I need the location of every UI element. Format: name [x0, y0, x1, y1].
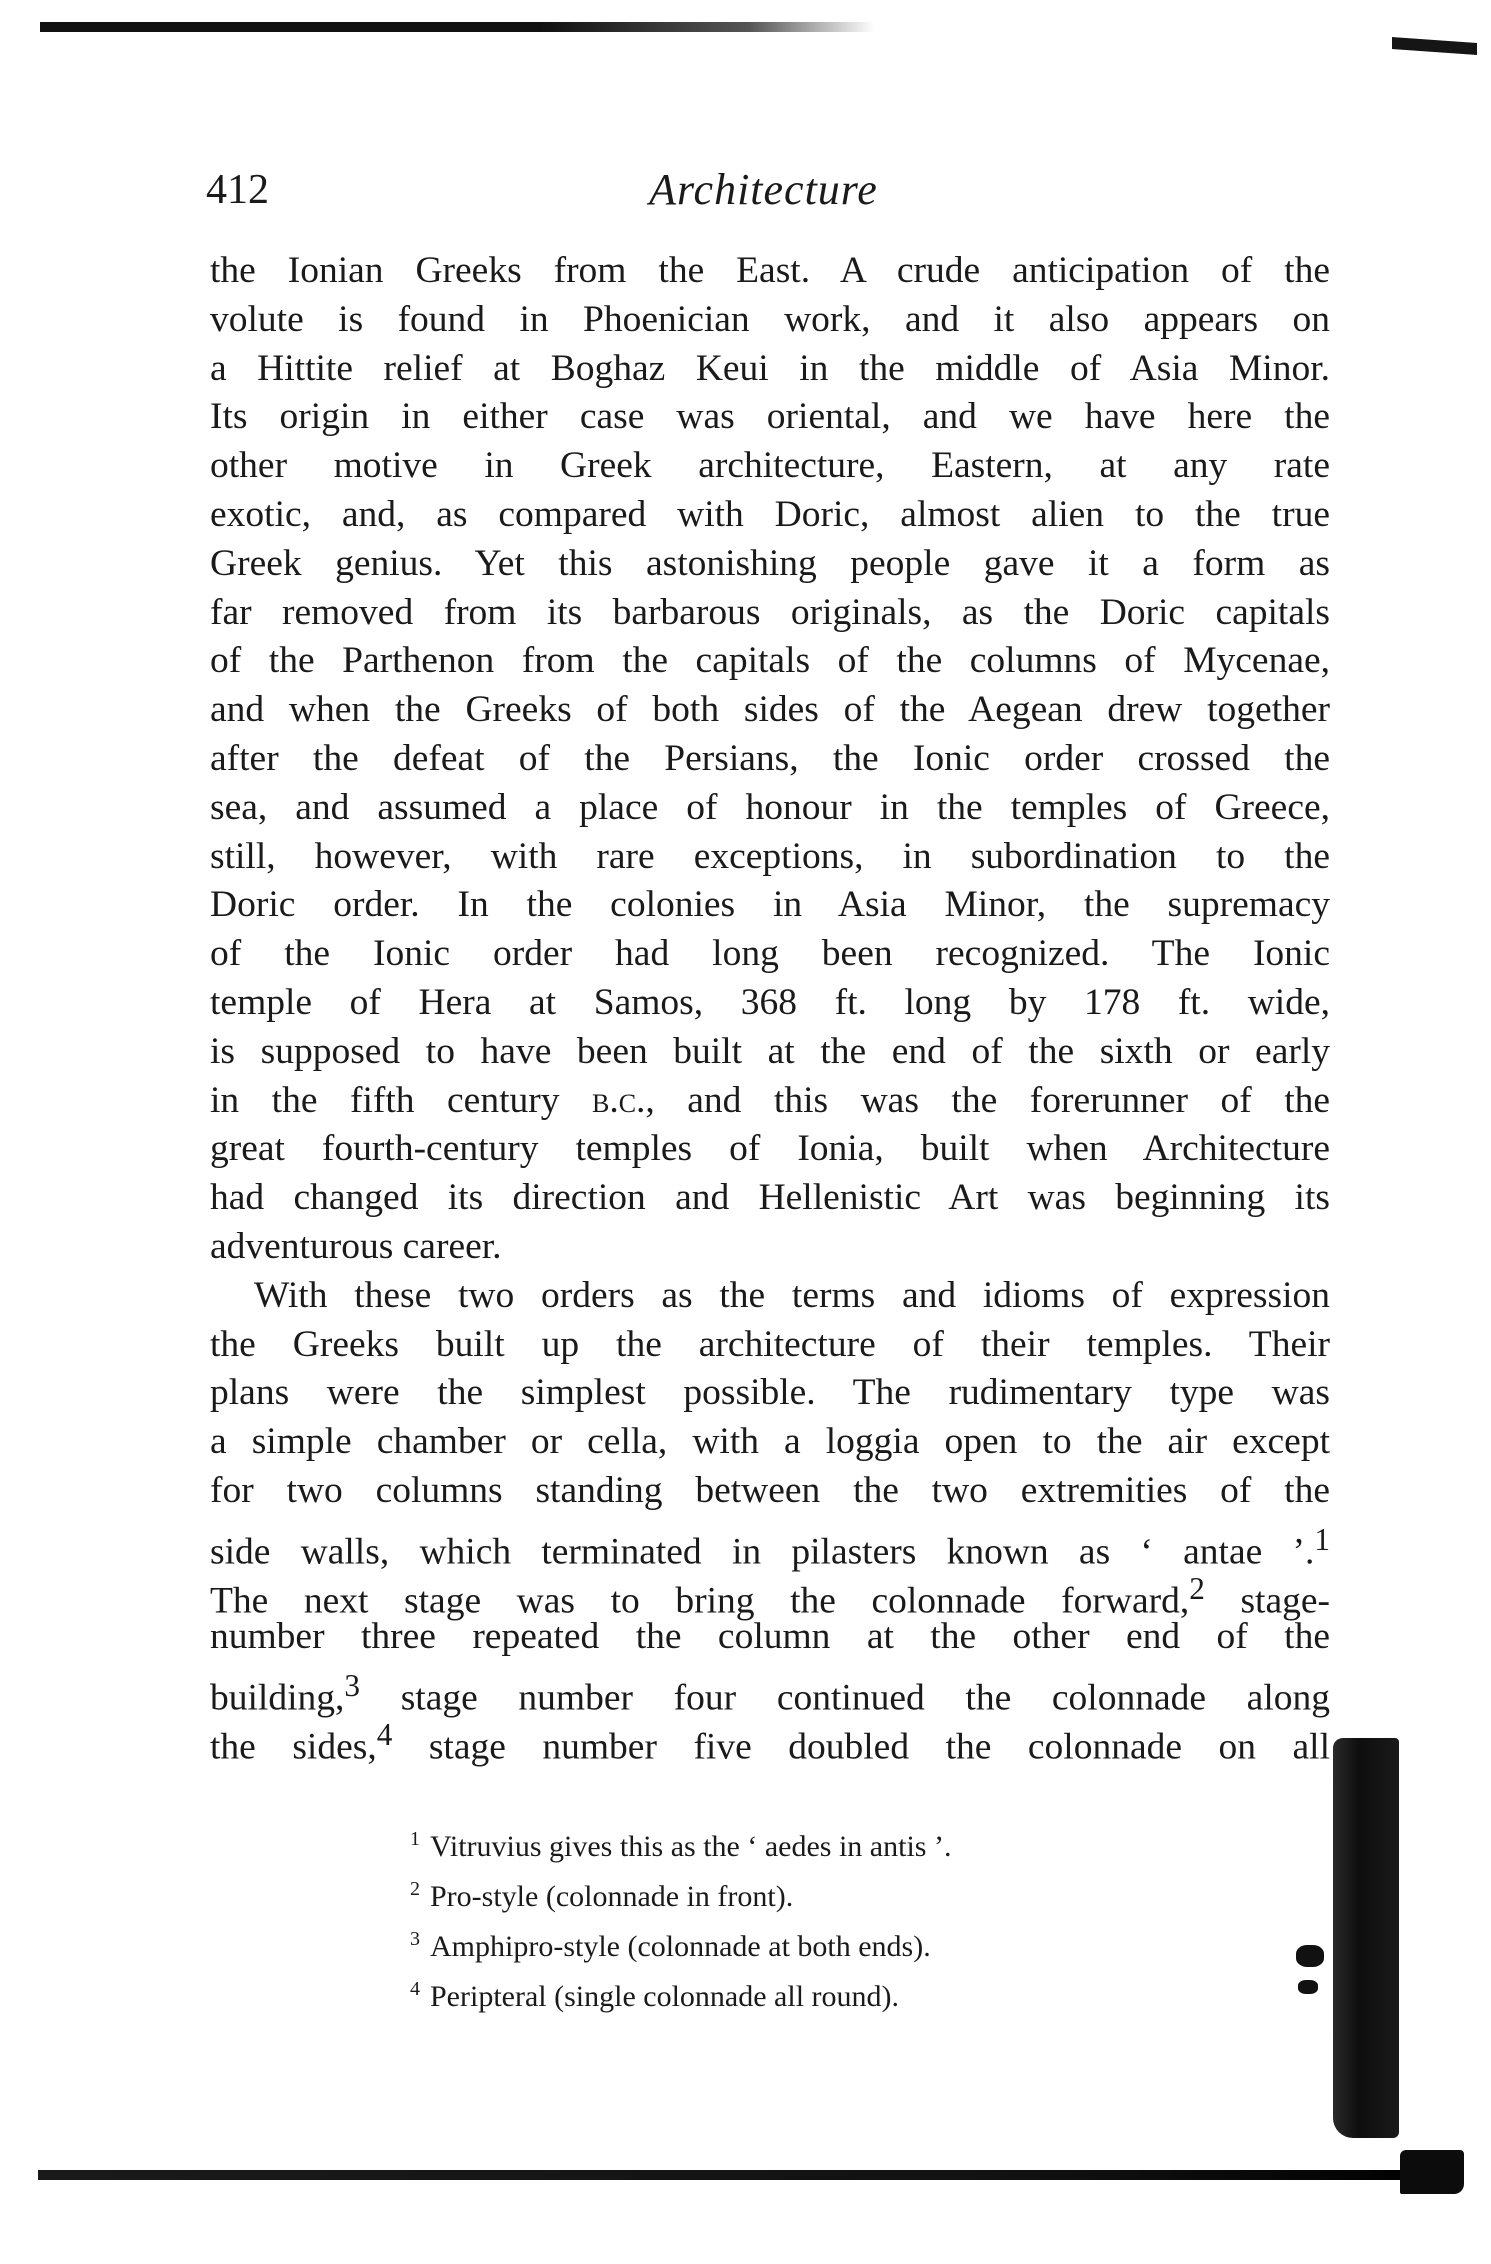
footnote-number: 3: [410, 1928, 420, 1950]
text-line: still, however, with rare exceptions, in subordination to the: [210, 835, 1330, 877]
footnote-number: 1: [410, 1828, 420, 1850]
footnotes: [410, 1818, 1310, 2018]
text-segment: stage-: [1204, 1580, 1330, 1622]
footnote-number: 4: [410, 1978, 420, 2000]
text-line: plans were the simplest possible. The rudimentary type was: [210, 1372, 1330, 1414]
text-segment: side walls, which terminated in pilasters known as ‘ antae ’.: [210, 1531, 1315, 1573]
footnote: [410, 1818, 1310, 1868]
footnote-ref: 4: [376, 1716, 393, 1752]
text-line: and when the Greeks of both sides of the Aegean drew together: [210, 689, 1330, 731]
era-abbreviation: b.c.: [591, 1079, 646, 1121]
footnote: [410, 1968, 1310, 2018]
text-segment: stage number five doubled the colonnade on all: [392, 1726, 1330, 1768]
footnote-ref: 1: [1314, 1521, 1330, 1557]
text-line: Its origin in either case was oriental, and we have here the: [210, 396, 1330, 438]
text-line: of the Ionic order had long been recognized. The Ionic: [210, 933, 1330, 975]
footnote-ref: 3: [344, 1668, 361, 1704]
text-line: volute is found in Phoenician work, and it also appears on: [210, 298, 1330, 340]
text-line-bc: [210, 1077, 1330, 1126]
text-segment: stage number four continued the colonnade along: [360, 1677, 1330, 1719]
chapter-title: Architecture: [649, 165, 878, 214]
text-line: sea, and assumed a place of honour in the temples of Greece,: [210, 786, 1330, 828]
running-head: [206, 160, 1321, 220]
footnote: [410, 1868, 1310, 1918]
text-line-footnote-ref: [210, 1565, 1330, 1622]
text-line: a simple chamber or cella, with a loggia open to the air except: [210, 1421, 1330, 1463]
text-segment: building,: [210, 1677, 345, 1719]
top-border-rule: [40, 22, 875, 32]
ink-blot: [1296, 1945, 1324, 1967]
text-line: after the defeat of the Persians, the Ionic order crossed the: [210, 737, 1330, 779]
footnote-number: 2: [410, 1878, 420, 1900]
text-segment: the sides,: [210, 1726, 377, 1768]
footnote-text: Vitruvius gives this as the ‘ aedes in antis ’.: [430, 1830, 952, 1863]
text-line: other motive in Greek architecture, Eastern, at any rate: [210, 445, 1330, 487]
text-segment: , and this was the forerunner of the: [645, 1079, 1331, 1121]
page-number: 412: [206, 167, 269, 213]
footnote-text: Peripteral (single colonnade all round).: [430, 1980, 900, 2013]
margin-ink-smudge: [1333, 1738, 1399, 2138]
text-line-footnote-ref: [210, 1711, 1330, 1768]
text-line: the Ionian Greeks from the East. A crude anticipation of the: [210, 250, 1330, 291]
text-line: a Hittite relief at Boghaz Keui in the middle of Asia Minor.: [210, 347, 1330, 389]
footnote-text: Pro-style (colonnade in front).: [430, 1880, 794, 1913]
text-line: far removed from its barbarous originals, as the Doric capitals: [210, 591, 1330, 633]
text-line: for two columns standing between the two extremities of the: [210, 1469, 1330, 1511]
text-line: the Greeks built up the architecture of their temples. Their: [210, 1323, 1330, 1365]
footnote-ref: 2: [1189, 1570, 1205, 1606]
text-line: With these two orders as the terms and idioms of expression: [254, 1274, 1330, 1316]
text-line: exotic, and, as compared with Doric, almost alien to the true: [210, 493, 1330, 535]
footnote: [410, 1918, 1310, 1968]
ink-blot: [1298, 1980, 1318, 1994]
bottom-right-smudge: [1400, 2150, 1464, 2194]
text-line: temple of Hera at Samos, 368 ft. long by 178 ft. wide,: [210, 981, 1330, 1023]
text-line: of the Parthenon from the capitals of the columns of Mycenae,: [210, 640, 1330, 682]
top-right-smudge: [1392, 37, 1477, 55]
text-line: great fourth-century temples of Ionia, built when Architecture: [210, 1128, 1330, 1170]
text-segment: in the fifth century: [210, 1079, 560, 1121]
bottom-border-rule: [38, 2170, 1456, 2180]
text-line: had changed its direction and Hellenistic Art was beginning its: [210, 1177, 1330, 1219]
text-line: Greek genius. Yet this astonishing people gave it a form as: [210, 542, 1330, 584]
footnote-text: Amphipro-style (colonnade at both ends).: [430, 1930, 931, 1963]
text-line: Doric order. In the colonies in Asia Minor, the supremacy: [210, 884, 1330, 926]
text-line: is supposed to have been built at the end of the sixth or early: [210, 1030, 1330, 1072]
text-line: number three repeated the column at the other end of the: [210, 1616, 1330, 1658]
text-line-footnote-ref: [210, 1516, 1330, 1573]
text-line: adventurous career.: [210, 1225, 502, 1267]
text-line-footnote-ref: [210, 1662, 1330, 1719]
body-text: [210, 247, 1331, 1768]
text-segment: The next stage was to bring the colonnade forward,: [210, 1580, 1190, 1622]
